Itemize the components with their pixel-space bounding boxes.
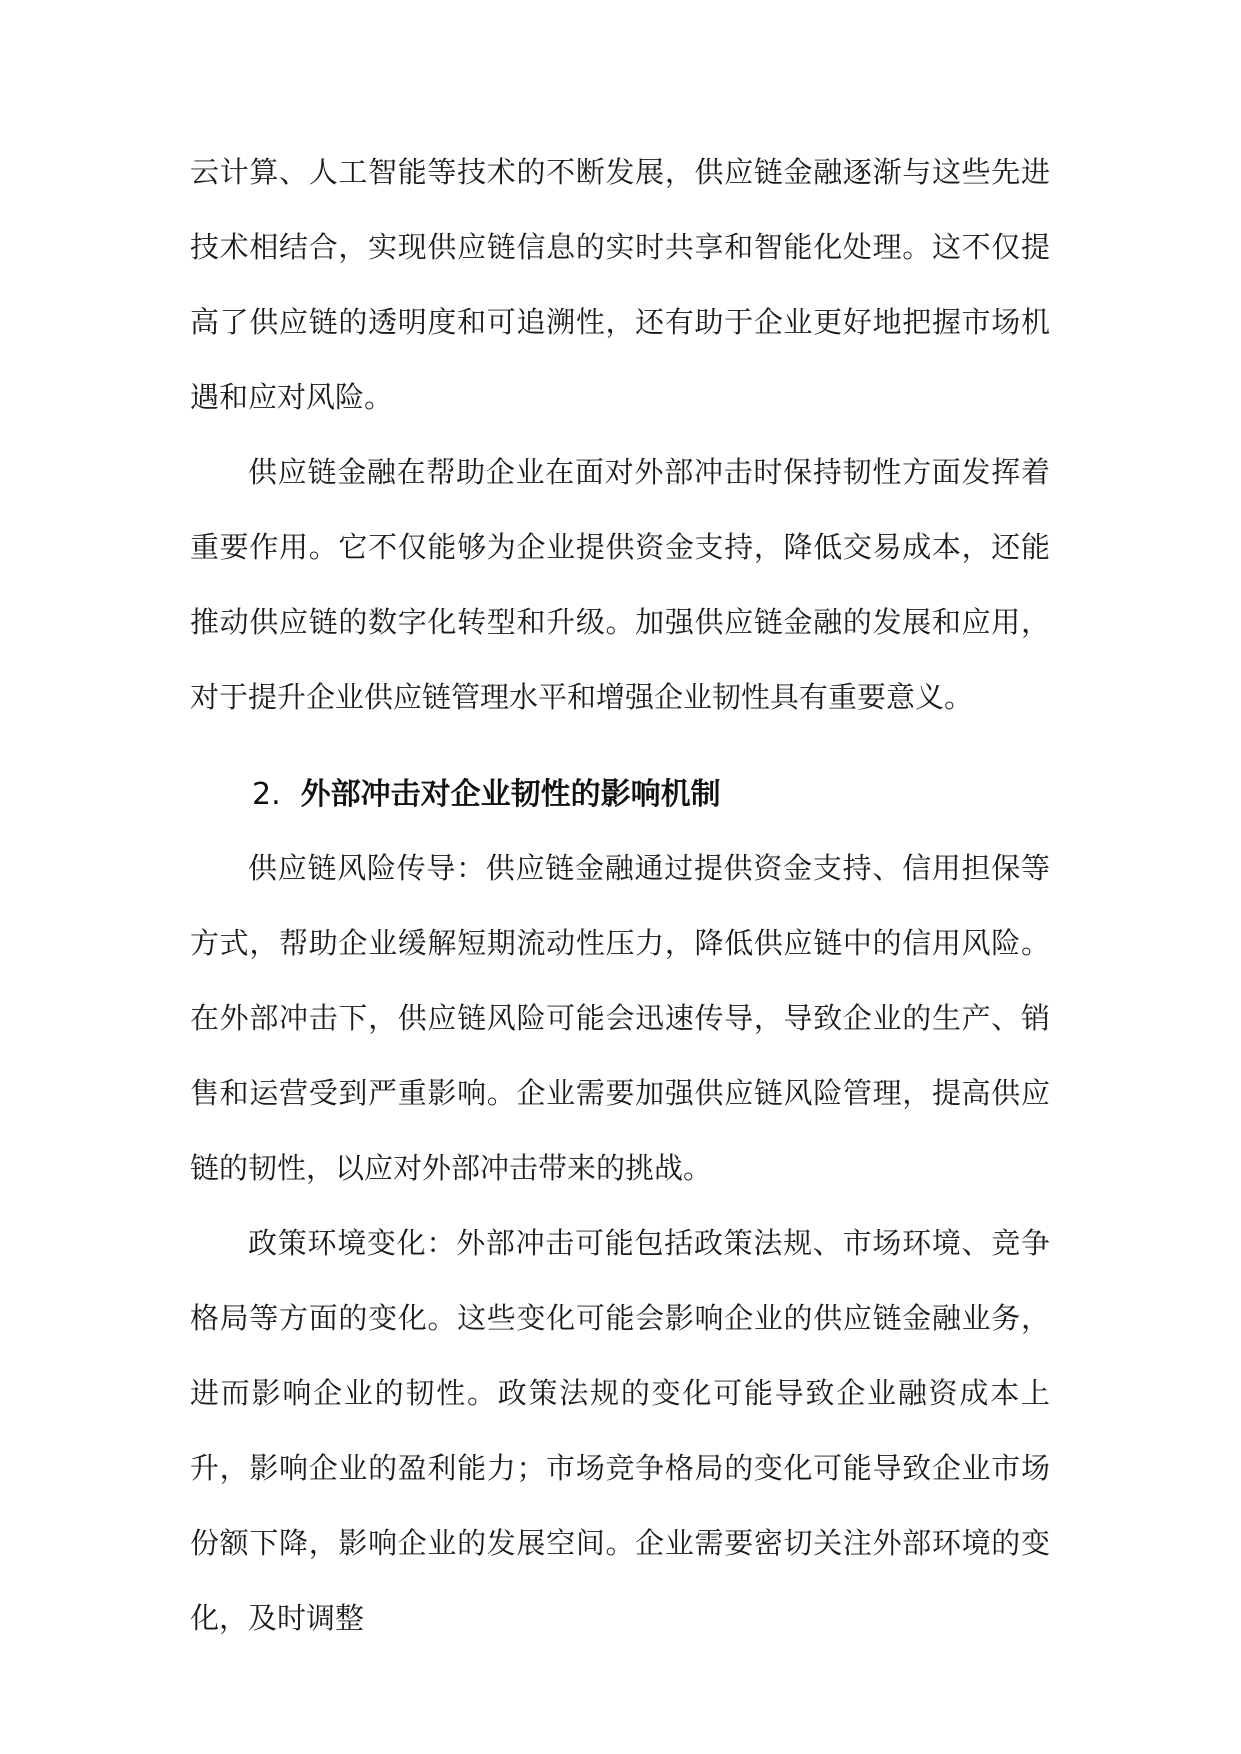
section-number: 2. [252, 777, 281, 812]
paragraph-risk-transmission: 供应链风险传导：供应链金融通过提供资金支持、信用担保等方式，帮助企业缓解短期流动性压力，降低供应链中的信用风险。在外部冲击下，供应链风险可能会迅速传导，导致企业的生产、销售和运营受到严重影响。企业需要加强供应链风险管理，提高供应链的韧性，以应对外部冲击带来的挑战。 [190, 851, 1050, 1185]
paragraph-policy-change: 政策环境变化：外部冲击可能包括政策法规、市场环境、竞争格局等方面的变化。这些变化可能会影响企业的供应链金融业务，进而影响企业的韧性。政策法规的变化可能导致企业融资成本上升，影响企业的盈利能力；市场竞争格局的变化可能导致企业市场份额下降，影响企业的发展空间。企业需要密切关注外部环境的变化，及时调整 [190, 1226, 1050, 1635]
paragraph-tech-integration: 云计算、人工智能等技术的不断发展，供应链金融逐渐与这些先进技术相结合，实现供应链信息的实时共享和智能化处理。这不仅提高了供应链的透明度和可追溯性，还有助于企业更好地把握市场机遇和应对风险。 [190, 155, 1050, 414]
paragraph-resilience-role: 供应链金融在帮助企业在面对外部冲击时保持韧性方面发挥着重要作用。它不仅能够为企业提供资金支持，降低交易成本，还能推动供应链的数字化转型和升级。加强供应链金融的发展和应用，对于提升企业供应链管理水平和增强企业韧性具有重要意义。 [190, 455, 1050, 714]
section-heading [190, 765, 1050, 831]
section-title: 外部冲击对企业韧性的影响机制 [300, 777, 721, 812]
document-body [190, 135, 1050, 1656]
